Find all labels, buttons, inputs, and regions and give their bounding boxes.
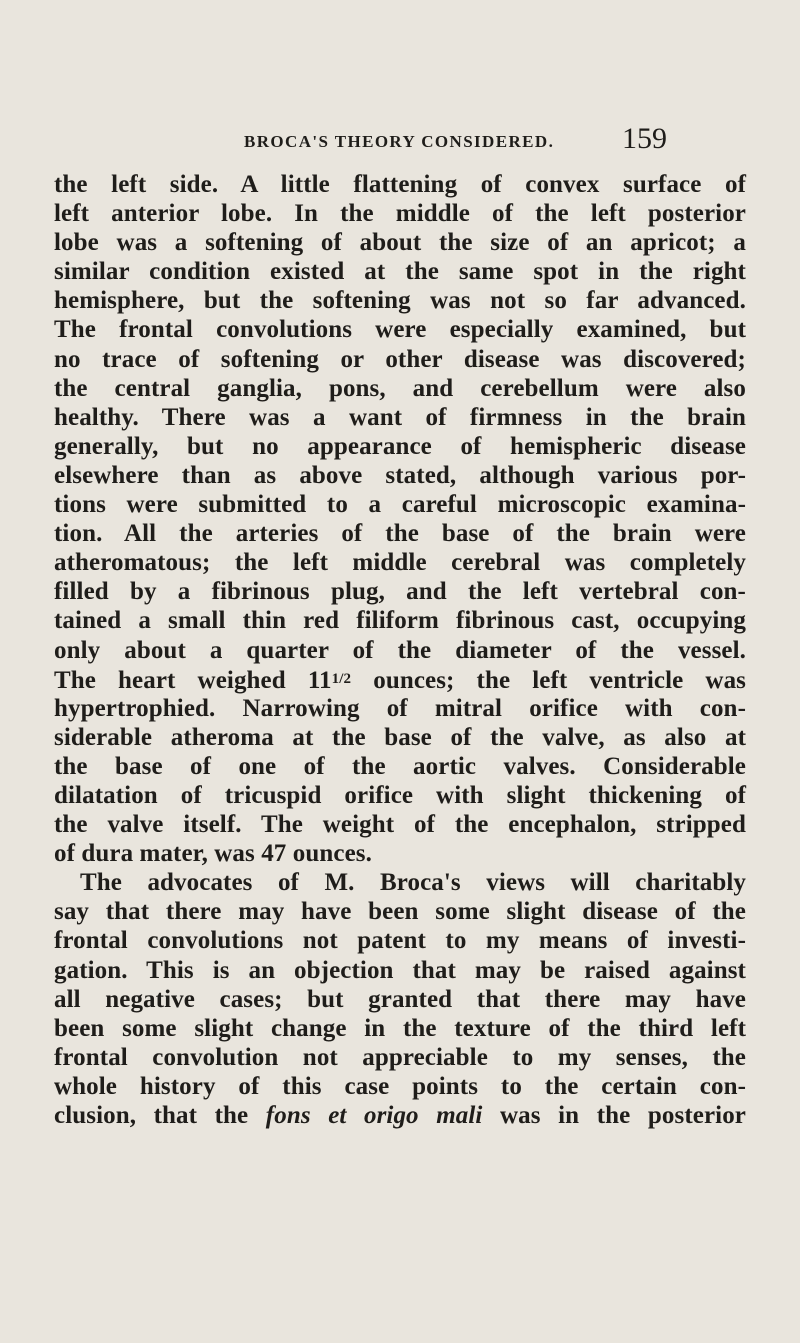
text-line: the central ganglia, pons, and cerebellum were also: [54, 374, 746, 402]
text-line: tions were submitted to a careful microscopic examina-: [54, 491, 746, 519]
text-segment: was in the posterior: [482, 1102, 746, 1129]
text-segment: The heart weighed 11: [54, 666, 332, 694]
text-line: frontal convolutions not patent to my means of investi-: [54, 927, 746, 955]
text-line: atheromatous; the left middle cerebral was completely: [54, 549, 746, 577]
fraction: 1/2: [331, 670, 352, 687]
text-line: generally, but no appearance of hemispheric disease: [54, 432, 746, 460]
text-line: say that there may have been some slight disease of the: [54, 898, 746, 926]
text-line: siderable atheroma at the base of the valve, as also at: [54, 723, 746, 751]
text-line: left anterior lobe. In the middle of the left posterior: [54, 200, 746, 228]
text-line: all negative cases; but granted that there may have: [54, 985, 746, 1013]
text-line: [54, 665, 746, 694]
text-line: gation. This is an objection that may be raised against: [54, 956, 746, 984]
text-line: tained a small thin red filiform fibrinous cast, occupying: [54, 607, 746, 635]
page-number: 159: [622, 122, 667, 155]
text-line: dilatation of tricuspid orifice with slight thickening of: [54, 781, 746, 809]
text-line: elsewhere than as above stated, although various por-: [54, 461, 746, 489]
text-line: filled by a fibrinous plug, and the left vertebral con-: [54, 578, 746, 606]
text-line: similar condition existed at the same spot in the right: [54, 258, 746, 286]
text-line: tion. All the arteries of the base of the brain were: [54, 520, 746, 548]
text-line: the left side. A little flattening of convex surface of: [54, 171, 746, 198]
text-line: The advocates of M. Broca's views will charitably: [80, 869, 746, 897]
text-line: healthy. There was a want of firmness in the brain: [54, 403, 746, 431]
italic-phrase: fons et origo mali: [265, 1102, 483, 1129]
text-line: hemisphere, but the softening was not so far advanced.: [54, 287, 746, 315]
text-line: no trace of softening or other disease was discovered;: [54, 345, 746, 373]
page-header: [0, 122, 800, 162]
text-line: frontal convolution not appreciable to my senses, the: [54, 1043, 746, 1071]
text-line: the base of one of the aortic valves. Considerable: [54, 752, 746, 780]
text-line: the valve itself. The weight of the encephalon, stripped: [54, 811, 746, 839]
text-line: of dura mater, was 47 ounces.: [54, 840, 372, 868]
text-segment: ounces; the left ventricle was: [351, 666, 747, 694]
text-line: hypertrophied. Narrowing of mitral orifice with con-: [54, 694, 746, 722]
text-line: The frontal convolutions were especially examined, but: [54, 316, 746, 344]
text-line: been some slight change in the texture of the third left: [54, 1014, 746, 1042]
text-segment: clusion, that the: [54, 1102, 266, 1129]
text-line: whole history of this case points to the certain con-: [54, 1072, 746, 1100]
text-line: lobe was a softening of about the size of an apricot; a: [54, 229, 746, 257]
body-text: [54, 170, 746, 1130]
text-line: only about a quarter of the diameter of the vessel.: [54, 636, 746, 664]
running-head: BROCA'S THEORY CONSIDERED.: [244, 132, 555, 151]
text-line: [54, 1101, 746, 1130]
